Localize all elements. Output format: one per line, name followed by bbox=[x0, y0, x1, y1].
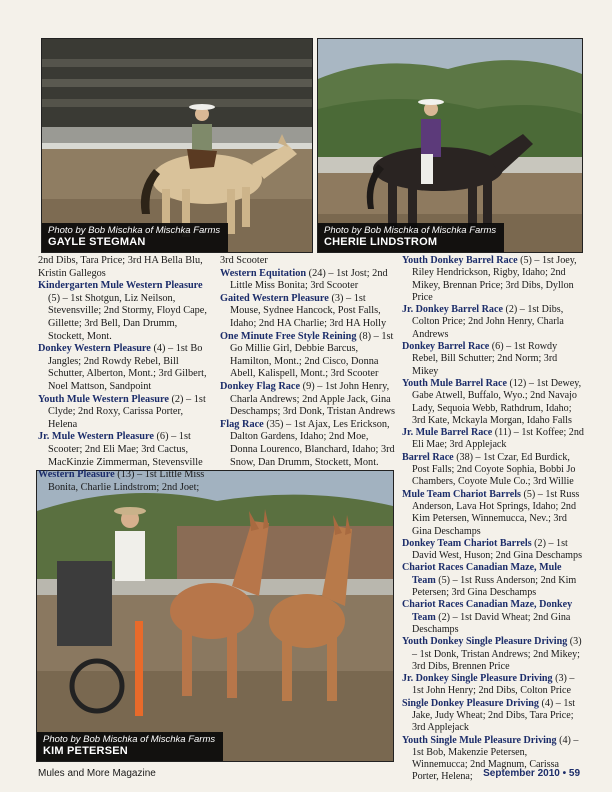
photo-credit: Photo by Bob Mischka of Mischka Farms bbox=[43, 734, 216, 745]
result-entry: Youth Single Mule Pleasure Driving (4) – 1st Bob, Makenzie Petersen, Winnemucca; 2nd Magnum, Carissa Porter, Helena; bbox=[402, 734, 579, 783]
result-entry: Jr. Donkey Single Pleasure Driving (3) – 1st John Henry; 2nd Dibs, Colton Price bbox=[402, 673, 575, 697]
result-entry: Single Donkey Pleasure Driving (4) – 1st Jake, Judy Wheat; 2nd Dibs, Tara Price; 3rd Applejack bbox=[402, 697, 576, 734]
result-entry: Gaited Western Pleasure (3) – 1st Mouse, Sydnee Hancock, Post Falls, Idaho; 2nd HA Charlie; 3rd HA Holly bbox=[220, 292, 387, 329]
results-column-2 bbox=[220, 255, 396, 469]
continued-text: 2nd Dibs, Tara Price; 3rd HA Bella Blu, Kristin Gallegos bbox=[38, 255, 203, 279]
photo-cherie-lindstrom bbox=[317, 38, 583, 253]
footer-page-number: September 2010 • 59 bbox=[483, 768, 580, 779]
photo-driver-with-mule-team bbox=[37, 471, 393, 761]
result-entry: Chariot Races Canadian Maze, Mule Team (5) – 1st Russ Anderson; 2nd Kim Petersen; 3rd Gina Deschamps bbox=[402, 562, 577, 599]
result-entry: Donkey Flag Race (9) – 1st John Henry, Charla Andrews; 2nd Apple Jack, Gina Deschamps; 3rd Donk, Tristan Andrews bbox=[220, 380, 396, 418]
result-entry: One Minute Free Style Reining (8) – 1st Go Millie Girl, Debbie Barcus, Hamilton, Mont.; 2nd Cisco, Donna Abell, Kalispell, Mont.; 3rd Scooter bbox=[220, 330, 394, 380]
photo-subject-name: GAYLE STEGMAN bbox=[48, 236, 146, 248]
result-entry: Youth Mule Western Pleasure (2) – 1st Clyde; 2nd Roxy, Carissa Porter, Helena bbox=[38, 393, 206, 430]
result-entry: Youth Mule Barrel Race (12) – 1st Dewey, Gabe Atwell, Buffalo, Wyo.; 2nd Navajo Lady, Sequoia Webb, Rathdrum, Idaho; 3rd Kate, Mckayla Morgan, Idaho Falls bbox=[402, 377, 582, 426]
results-column-3 bbox=[402, 255, 584, 784]
result-entry: Youth Donkey Barrel Race (5) – 1st Joey, Riley Hendrickson, Rigby, Idaho; 2nd Mikey, Brennan Price; 3rd Dibs, Dyllon Price bbox=[402, 255, 577, 303]
continued-text: 3rd Scooter bbox=[220, 255, 268, 266]
photo-kim-petersen bbox=[36, 470, 394, 762]
photo-rider-on-palomino-mule bbox=[42, 39, 312, 252]
photo-credit: Photo by Bob Mischka of Mischka Farms bbox=[324, 225, 497, 236]
result-entry: Barrel Race (38) – 1st Czar, Ed Burdick, Post Falls; 2nd Coyote Sophia, Bobbi Jo Chambers, Coyote Mule Co.; 3rd Willie bbox=[402, 451, 576, 488]
result-entry: Mule Team Chariot Barrels (5) – 1st Russ Anderson, Lava Hot Springs, Idaho; 2nd Kim Petersen, Winnemucca, Nev.; 3rd Gina Deschamps bbox=[402, 488, 580, 537]
result-entry: Donkey Barrel Race (6) – 1st Rowdy Rebel, Bill Schutter; 2nd Norm; 3rd Mikey bbox=[402, 341, 558, 377]
result-entry: Flag Race (35) – 1st Ajax, Les Erickson, Dalton Gardens, Idaho; 2nd Moe, Donna Lourenco, Blanchard, Idaho; 3rd Snow, Dan Drumm, Stockett, Mont. bbox=[220, 418, 395, 468]
result-entry: Jr. Mule Western Pleasure (6) – 1st Scooter; 2nd Eli Mae; 3rd Cactus, MacKinzie Zimmerman, Stevensville bbox=[38, 431, 203, 468]
photo-rider-on-dark-mule bbox=[318, 39, 582, 252]
result-entry: Donkey Western Pleasure (4) – 1st Bo Jangles; 2nd Rowdy Rebel, Bill Schutter, Alberton, Mont.; 3rd Gilbert, Noel Mattson, Sandpoint bbox=[38, 343, 207, 392]
photo-credit: Photo by Bob Mischka of Mischka Farms bbox=[48, 225, 221, 236]
results-column-1 bbox=[38, 255, 214, 494]
result-entry: Youth Donkey Single Pleasure Driving (3) – 1st Donk, Tristan Andrews; 2nd Mikey; 3rd Dibs, Brennen Price bbox=[402, 636, 582, 672]
result-entry: Jr. Mule Barrel Race (11) – 1st Koffee; 2nd Eli Mae; 3rd Applejack bbox=[402, 427, 584, 451]
photo-gayle-stegman bbox=[41, 38, 313, 253]
photo-subject-name: KIM PETERSEN bbox=[43, 745, 128, 757]
result-entry: Western Pleasure (13) – 1st Little Miss Bonita, Charlie Lindstrom; 2nd Joet; bbox=[38, 469, 205, 493]
result-entry: Donkey Team Chariot Barrels (2) – 1st David West, Huson; 2nd Gina Deschamps bbox=[402, 537, 583, 562]
result-entry: Western Equitation (24) – 1st Jost; 2nd Little Miss Bonita; 3rd Scooter bbox=[220, 267, 388, 292]
result-entry: Kindergarten Mule Western Pleasure (5) – 1st Shotgun, Liz Neilson, Stevensville; 2nd Stormy, Floyd Cape, Gillette; 3rd Bell, Dan Drumm, Stockett, Mont. bbox=[38, 280, 207, 342]
result-entry: Jr. Donkey Barrel Race (2) – 1st Dibs, Colton Price; 2nd John Henry, Charla Andrews bbox=[402, 304, 564, 340]
footer-magazine-name: Mules and More Magazine bbox=[38, 768, 156, 779]
photo-subject-name: CHERIE LINDSTROM bbox=[324, 236, 438, 248]
result-entry: Chariot Races Canadian Maze, Donkey Team (2) – 1st David Wheat; 2nd Gina Deschamps bbox=[402, 599, 573, 635]
